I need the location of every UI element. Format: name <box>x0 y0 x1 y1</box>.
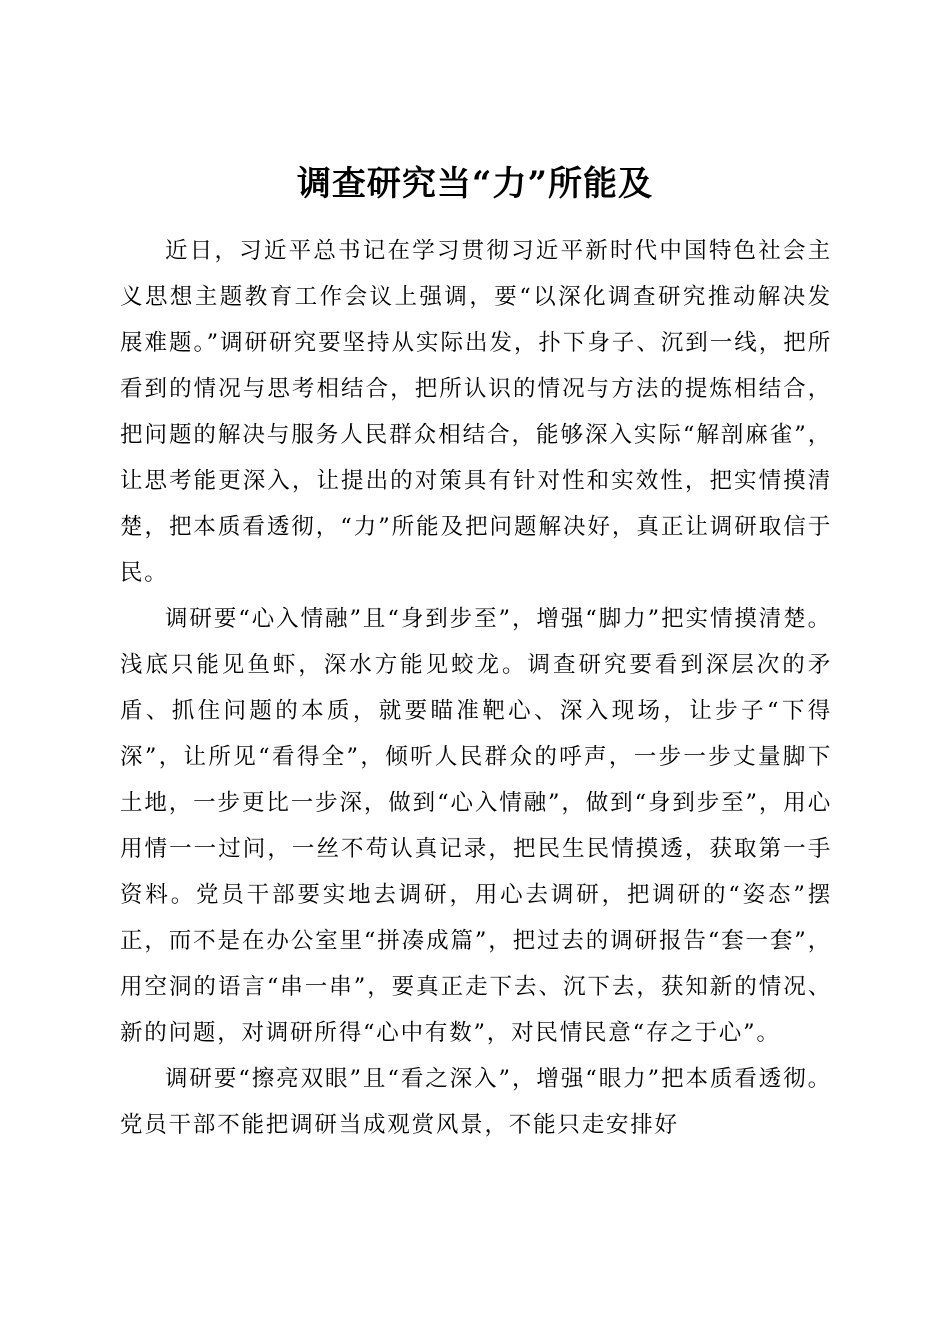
paragraph-1: 近日，习近平总书记在学习贯彻习近平新时代中国特色社会主义思想主题教育工作会议上强调，要“以深化调查研究推动解决发展难题。”调研研究要坚持从实际出发，扑下身子、沉到一线，把所看到的情况与思考相结合，把所认识的情况与方法的提炼相结合，把问题的解决与服务人民群众相结合，能够深入实际“解剖麻雀”，让思考能更深入，让提出的对策具有针对性和实效性，把实情摸清楚，把本质看透彻，“力”所能及把问题解决好，真正让调研取信于民。 <box>120 238 832 586</box>
document-body <box>120 228 832 1148</box>
paragraph-3: 调研要“擦亮双眼”且“看之深入”，增强“眼力”把本质看透彻。党员干部不能把调研当成观赏风景，不能只走安排好 <box>120 1066 832 1138</box>
paragraph-2: 调研要“心入情融”且“身到步至”，增强“脚力”把实情摸清楚。浅底只能见鱼虾，深水方能见蛟龙。调查研究要看到深层次的矛盾、抓住问题的本质，就要瞄准靶心、深入现场，让步子“下得深”，让所见“看得全”，倾听人民群众的呼声，一步一步丈量脚下土地，一步更比一步深，做到“心入情融”，做到“身到步至”，用心用情一一过问，一丝不苟认真记录，把民生民情摸透，获取第一手资料。党员干部要实地去调研，用心去调研，把调研的“姿态”摆正，而不是在办公室里“拼凑成篇”，把过去的调研报告“套一套”，用空洞的语言“串一串”，要真正走下去、沉下去，获知新的情况、新的问题，对调研所得“心中有数”，对民情民意“存之于心”。 <box>120 606 832 1046</box>
document-title: 调查研究当“力”所能及 <box>296 163 654 204</box>
